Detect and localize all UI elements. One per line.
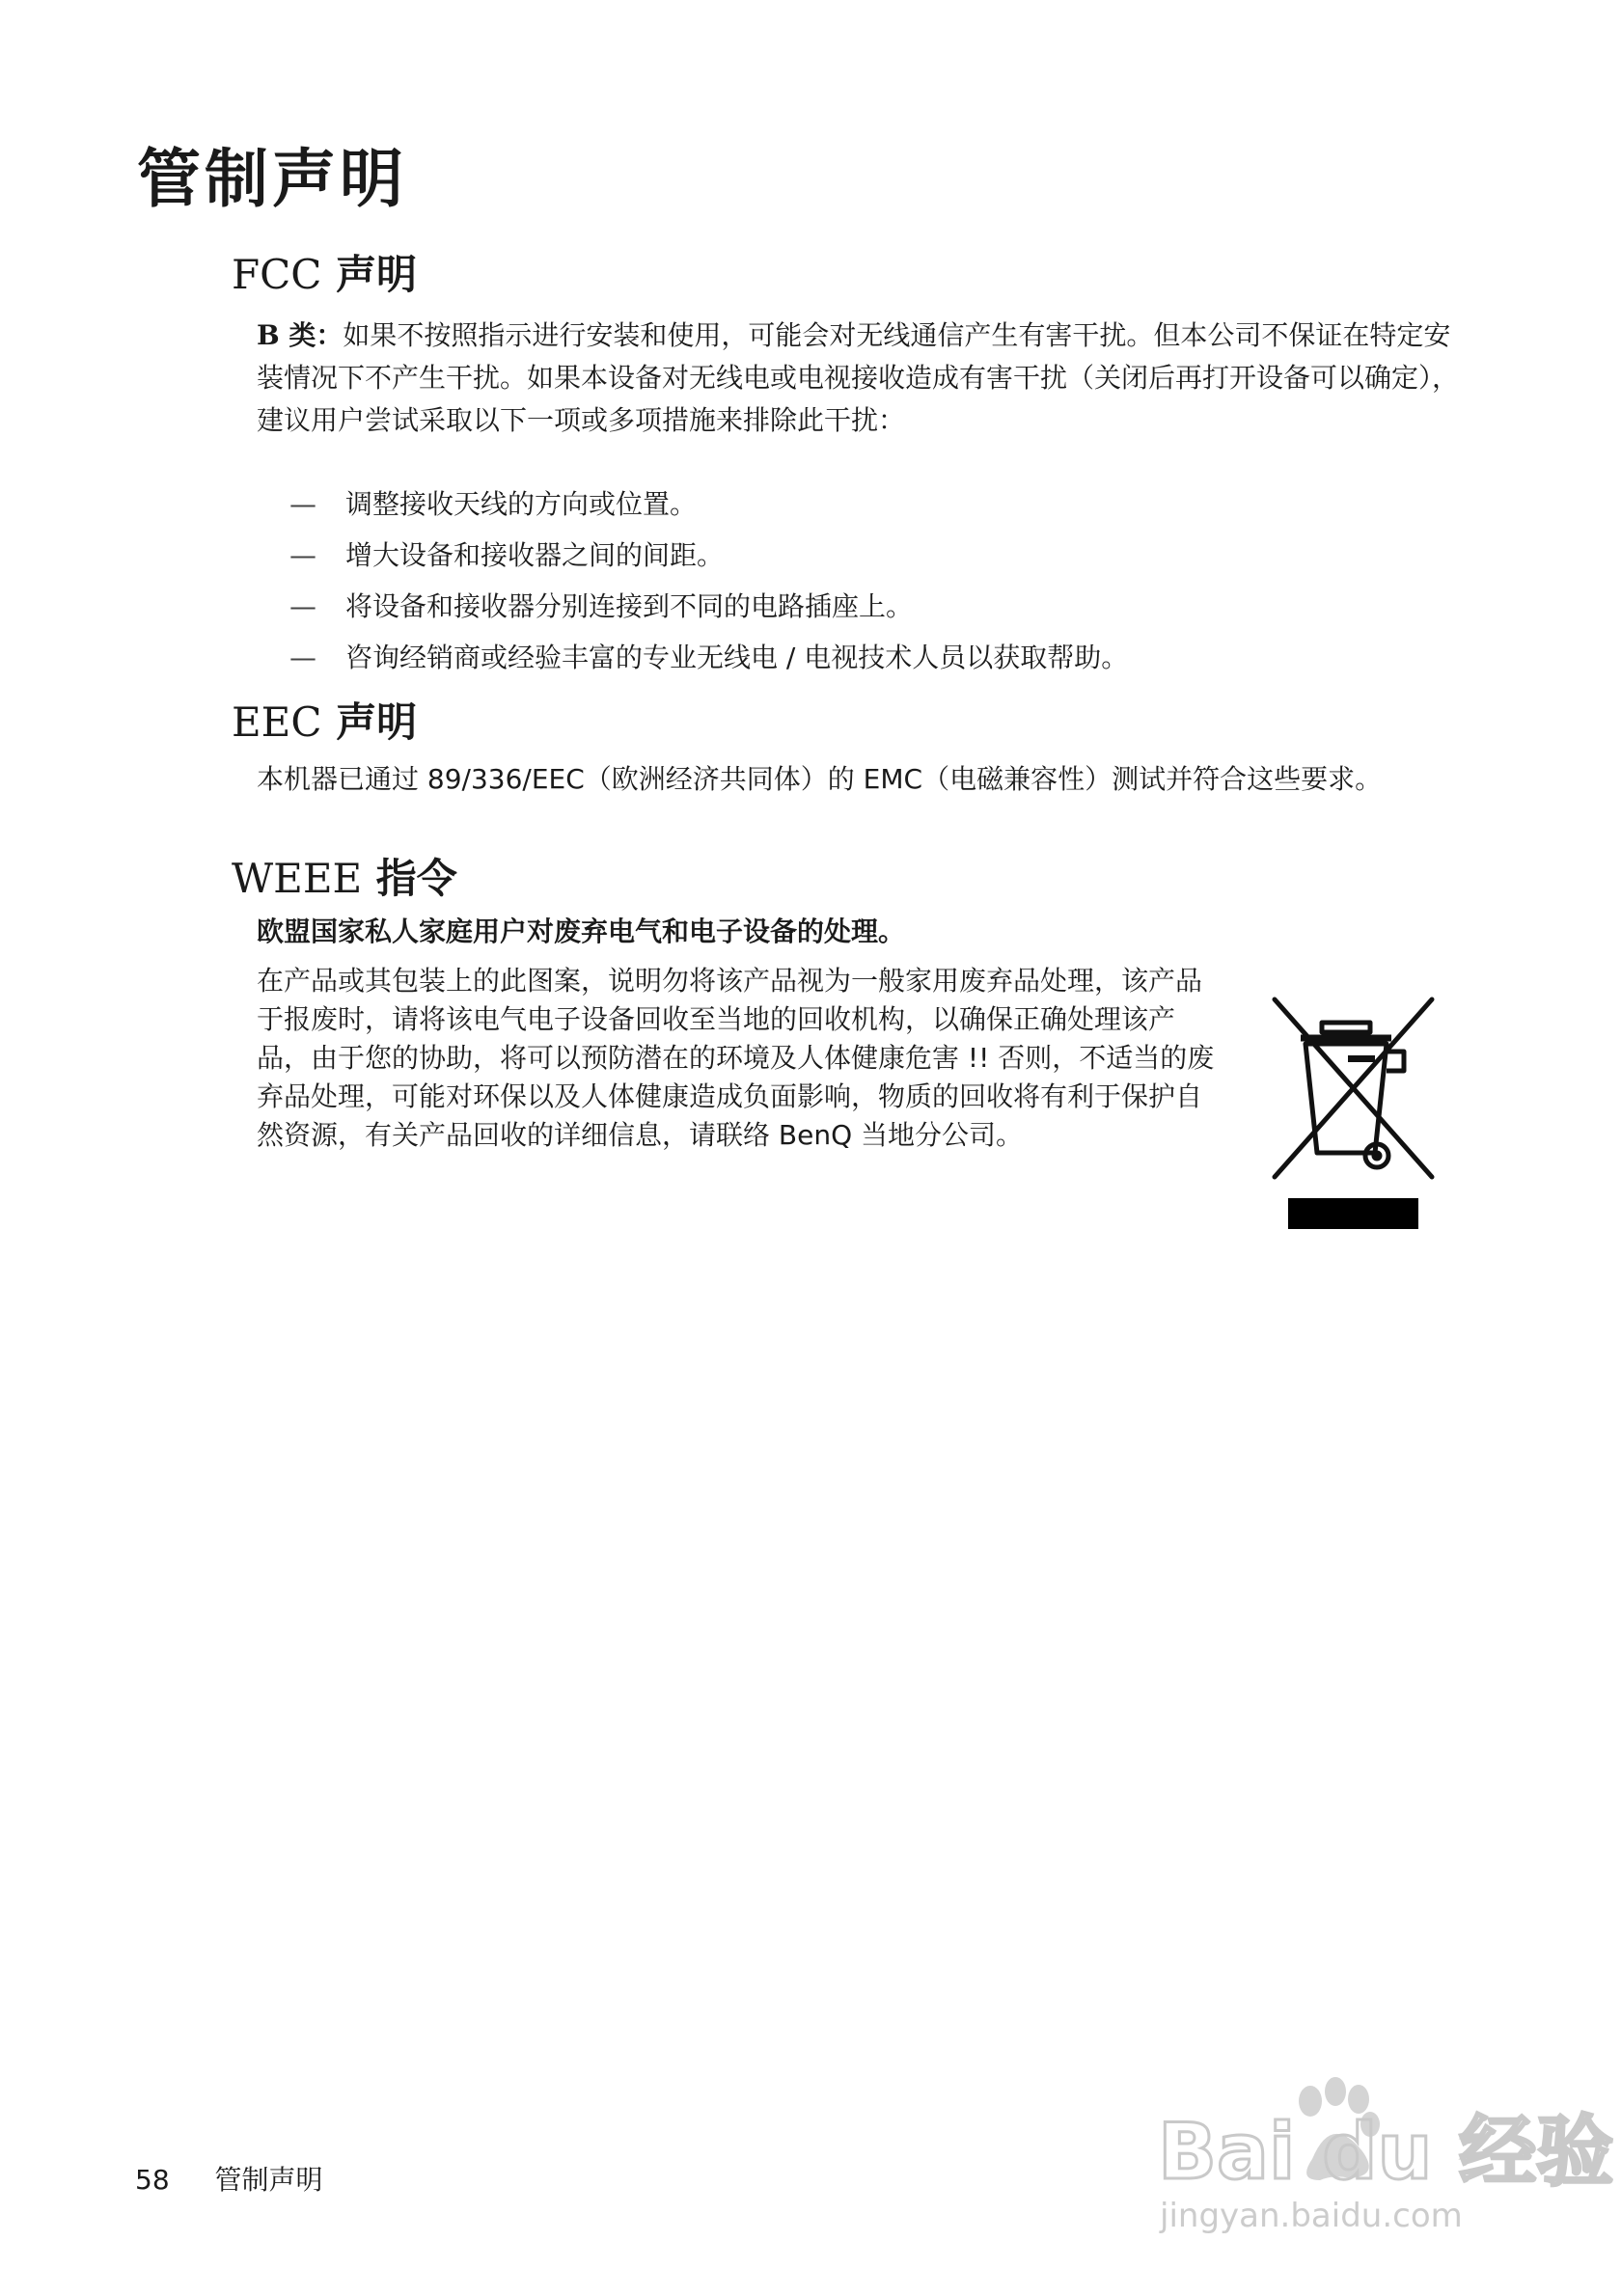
footer-label: 管制声明 — [214, 2164, 323, 2196]
dash-bullet: — — [289, 642, 316, 673]
fcc-class-label: B 类： — [257, 319, 343, 351]
dash-bullet: — — [289, 590, 316, 622]
fcc-heading-cn: 声明 — [336, 251, 418, 298]
dash-bullet: — — [289, 488, 316, 520]
page-footer — [135, 2161, 323, 2200]
list-item-text: 将设备和接收器分别连接到不同的电路插座上。 — [345, 590, 914, 622]
list-item-text: 调整接收天线的方向或位置。 — [345, 488, 698, 520]
list-item — [289, 478, 1128, 530]
weee-paragraph: 在产品或其包装上的此图案，说明勿将该产品视为一般家用废弃品处理，该产品于报废时，请将该电气电子设备回收至当地的回收机构，以确保正确处理该产品，由于您的协助，将可以预防潜在的环境及人体健康危害 !! 否则，不适当的废弃品处理，可能对环保以及人体健康造成负面影响，物质的回收将有利于保护自然资源，有关产品回收的详细信息，请联络 BenQ 当地分公司。 — [257, 965, 1215, 1151]
list-item — [289, 581, 1128, 632]
weee-subtitle: 欧盟国家私人家庭用户对废弃电气和电子设备的处理。 — [257, 916, 906, 947]
weee-heading — [232, 855, 457, 903]
eec-paragraph: 本机器已通过 89/336/EEC（欧洲经济共同体）的 EMC（电磁兼容性）测试并符合这些要求。 — [257, 763, 1383, 795]
fcc-heading — [232, 251, 417, 299]
fcc-heading-latin: FCC — [232, 251, 322, 298]
page-number: 58 — [135, 2164, 170, 2196]
fcc-measures-list — [289, 478, 1128, 683]
list-item — [289, 632, 1128, 683]
watermark-url: jingyan.baidu.com — [1160, 2197, 1463, 2235]
eec-heading — [232, 698, 417, 747]
fcc-text: 如果不按照指示进行安装和使用，可能会对无线通信产生有害干扰。但本公司不保证在特定安装情况下不产生干扰。如果本设备对无线电或电视接收造成有害干扰（关闭后再打开设备可以确定），建议用户尝试采取以下一项或多项措施来排除此干扰： — [257, 319, 1460, 436]
list-item-text: 咨询经销商或经验丰富的专业无线电 / 电视技术人员以获取帮助。 — [345, 642, 1129, 673]
fcc-paragraph — [257, 314, 1472, 442]
watermark-brand: Bai du 经验 — [1158, 2107, 1614, 2197]
baidu-watermark — [1158, 2045, 1614, 2238]
weee-heading-cn: 指令 — [375, 855, 457, 902]
eec-heading-latin: EEC — [232, 698, 322, 746]
eec-heading-cn: 声明 — [336, 698, 418, 746]
weee-heading-latin: WEEE — [232, 855, 363, 902]
dash-bullet: — — [289, 539, 316, 571]
page-title: 管制声明 — [137, 142, 407, 216]
list-item-text: 增大设备和接收器之间的间距。 — [345, 539, 725, 571]
list-item — [289, 530, 1128, 581]
crossed-out-wheelie-bin-icon — [1269, 994, 1438, 1230]
